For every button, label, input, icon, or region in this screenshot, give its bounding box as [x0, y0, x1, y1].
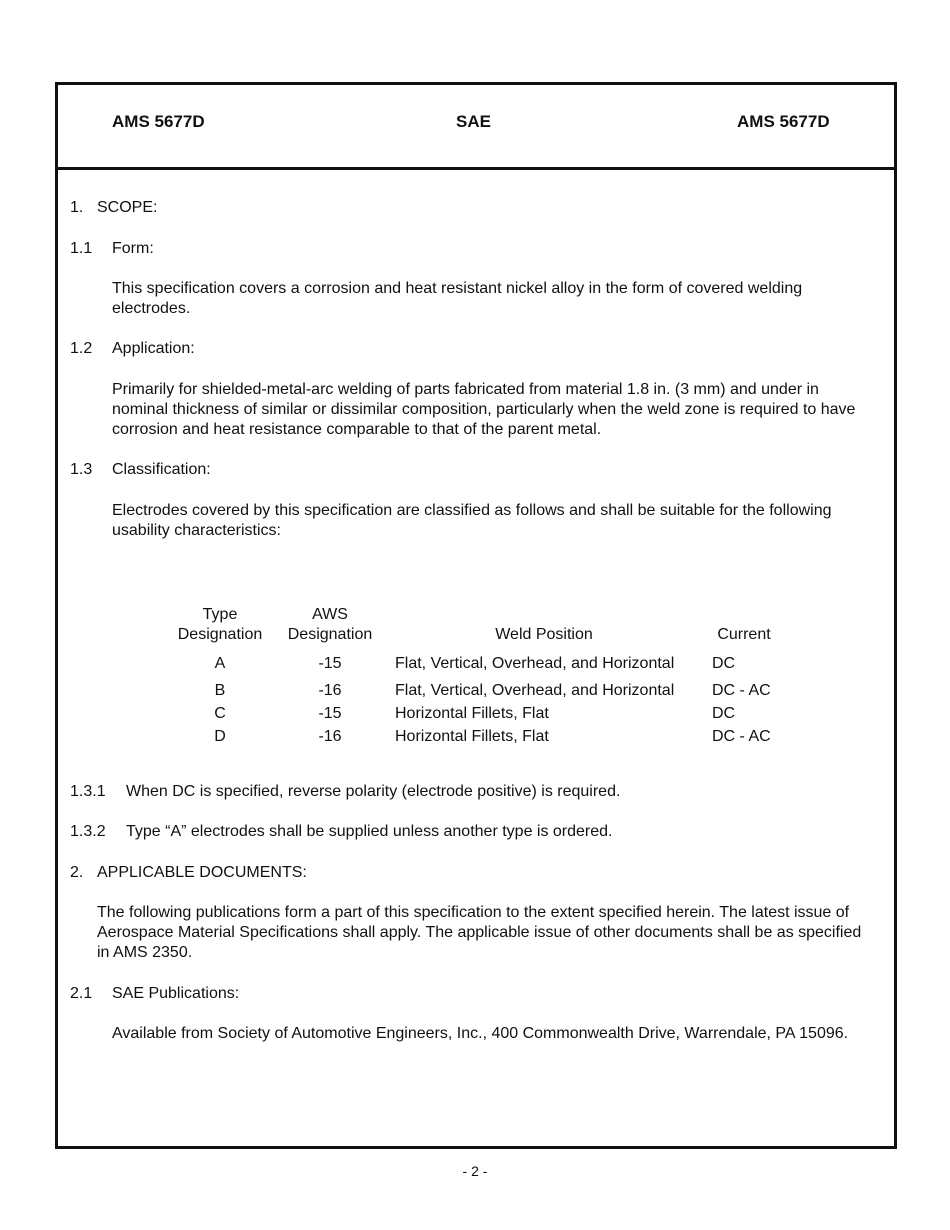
- section-body-application: Primarily for shielded-metal-arc welding of parts fabricated from material 1.8 in. (3 mm) and under in nominal thickness of similar or dissimilar composition, particularly when the weld zone is required to have corrosion and heat resistance comparable to that of the parent metal.: [112, 381, 856, 438]
- table-header-current: Current: [717, 626, 771, 643]
- section-number-sae-publications: 2.1: [70, 985, 93, 1002]
- table-header-type-line1: Type: [202, 606, 238, 623]
- table-cell-type: D: [214, 728, 226, 745]
- section-body-applicable-documents: The following publications form a part of this specification to the extent specified herein. The latest issue of Aerospace Material Specifications shall apply. The applicable issue of other documents shall be as specified in AMS 2350.: [97, 904, 862, 961]
- table-cell-type: B: [214, 682, 226, 699]
- document-header: [58, 85, 894, 170]
- table-cell-aws: -15: [318, 705, 342, 722]
- page-number: - 2 -: [462, 1163, 488, 1179]
- table-header-aws-line1: AWS: [312, 606, 348, 623]
- table-cell-aws: -16: [318, 682, 342, 699]
- section-title-sae-publications: SAE Publications:: [112, 985, 240, 1002]
- section-body-1-3-2: Type “A” electrodes shall be supplied unless another type is ordered.: [126, 823, 613, 840]
- section-number-applicable-documents: 2.: [70, 864, 84, 881]
- table-header-aws-line2: Designation: [287, 626, 373, 643]
- table-header-type-line2: Designation: [177, 626, 263, 643]
- table-cell-current: DC: [712, 655, 736, 672]
- section-title-applicable-documents: APPLICABLE DOCUMENTS:: [97, 864, 307, 881]
- section-body-sae-publications: Available from Society of Automotive Engineers, Inc., 400 Commonwealth Drive, Warrendale, PA 15096.: [112, 1025, 849, 1042]
- table-cell-current: DC: [712, 705, 736, 722]
- section-body-1-3-1: When DC is specified, reverse polarity (electrode positive) is required.: [126, 783, 621, 800]
- header-doc-number-left: AMS 5677D: [112, 112, 205, 131]
- section-number-scope: 1.: [70, 199, 84, 216]
- section-title-application: Application:: [112, 340, 195, 357]
- header-publisher: SAE: [456, 112, 491, 131]
- table-cell-aws: -16: [318, 728, 342, 745]
- section-number-1-3-1: 1.3.1: [70, 783, 106, 800]
- section-number-1-3-2: 1.3.2: [70, 823, 106, 840]
- section-body-classification: Electrodes covered by this specification are classified as follows and shall be suitable for the following usability characteristics:: [112, 502, 832, 539]
- header-doc-number-right: AMS 5677D: [737, 112, 830, 131]
- table-cell-aws: -15: [318, 655, 342, 672]
- section-title-form: Form:: [112, 240, 154, 257]
- section-title-classification: Classification:: [112, 461, 211, 478]
- table-cell-current: DC - AC: [712, 728, 771, 745]
- table-cell-position: Flat, Vertical, Overhead, and Horizontal: [395, 682, 675, 699]
- table-cell-type: A: [214, 655, 226, 672]
- section-body-form: This specification covers a corrosion and heat resistant nickel alloy in the form of covered welding electrodes.: [112, 280, 803, 317]
- section-number-application: 1.2: [70, 340, 93, 357]
- section-number-form: 1.1: [70, 240, 93, 257]
- table-cell-position: Horizontal Fillets, Flat: [395, 728, 549, 745]
- table-cell-current: DC - AC: [712, 682, 771, 699]
- section-title-scope: SCOPE:: [97, 199, 158, 216]
- table-header-weld-position: Weld Position: [495, 626, 593, 643]
- section-number-classification: 1.3: [70, 461, 93, 478]
- table-cell-type: C: [214, 705, 226, 722]
- table-cell-position: Horizontal Fillets, Flat: [395, 705, 549, 722]
- table-cell-position: Flat, Vertical, Overhead, and Horizontal: [395, 655, 675, 672]
